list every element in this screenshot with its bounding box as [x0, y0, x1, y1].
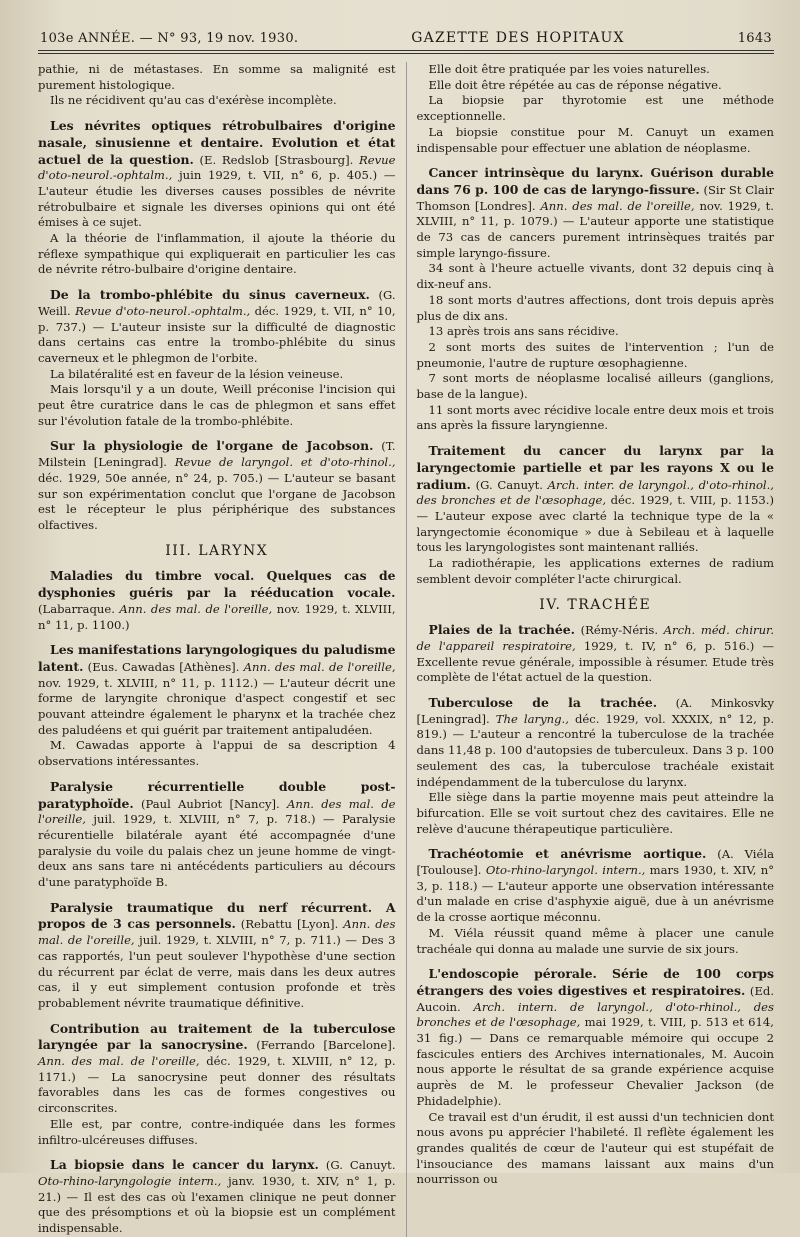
- entry-title: Les manifestations laryngologiques du paludisme latent.: [38, 642, 396, 674]
- entry-journal: Ann. des mal. de l'oreille,: [119, 601, 273, 616]
- abstract-entry: [417, 622, 775, 686]
- entry-journal: Ann. des mal. de l'oreille,: [38, 917, 396, 948]
- entry-ref: déc. 1929, vol. XXXIX, n° 12, p. 819.) — L'auteur a rencontré la tuberculose de la trachée dans 11,48 p. 100 d'autopsies de tuberculeux. Dans 3 p. 100 seulement des cas, la tuberculose trachéale existait indépendamment de la tuberculose du larynx.: [416, 711, 775, 789]
- entry-title: Tuberculose de la trachée.: [428, 695, 658, 711]
- abstract-entry: [38, 642, 396, 770]
- paragraph: pathie, ni de métastases. En somme sa malignité est purement histologique.: [38, 62, 396, 92]
- entry-journal: Ann. des mal. de l'oreille,: [243, 659, 396, 674]
- entry-ref: nov. 1929, t. XLVIII, n° 11, p. 1100.): [38, 601, 396, 632]
- abstract-entry: [417, 846, 775, 957]
- paragraph: M. Cawadas apporte à l'appui de sa description 4 observations intéressantes.: [38, 738, 396, 769]
- abstract-entry: [417, 966, 775, 1188]
- abstract-entry: [417, 695, 775, 837]
- paragraph: La bilatéralité est en faveur de la lésion veineuse.: [50, 366, 344, 381]
- entry-title: Sur la physiologie de l'organe de Jacobson.: [50, 438, 374, 454]
- entry-author: (Labarraque.: [38, 601, 115, 616]
- entry-author: (A. Minkosvky [Leningrad].: [416, 696, 775, 726]
- entry-ref: 1929, t. IV, n° 6, p. 516.) — Excellente revue générale, impossible à résumer. Etude très complète de l'état actuel de la question.: [416, 638, 774, 685]
- entry-title: L'endoscopie pérorale. Série de 100 corps étrangers des voies digestives et respiratoires.: [416, 966, 774, 998]
- entry-ref: déc. 1929, t. XLVIII, n° 12, p. 1171.) — La sanocrysine peut donner des résultats favorables dans les cas de formes congestives ou circonscrites.: [38, 1054, 396, 1116]
- abstract-entry: [38, 779, 396, 891]
- paragraph: Elle doit être pratiquée par les voies naturelles.: [428, 62, 710, 76]
- abstract-entry: [417, 165, 775, 434]
- entry-title: Cancer intrinsèque du larynx. Guérison durable dans 76 p. 100 de cas de laryngo-fissure.: [416, 165, 774, 197]
- paragraph: 34 sont à l'heure actuelle vivants, dont 32 depuis cinq à dix-neuf ans.: [416, 261, 774, 292]
- entry-author: (T. Milstein [Leningrad].: [38, 439, 396, 470]
- entry-ref: janv. 1930, t. XIV, n° 1, p. 21.) — Il est des cas où l'examen clinique ne peut donner que des présomptions et où la biopsie est un complément indispensable.: [38, 1174, 396, 1236]
- entry-title: De la trombo-phlébite du sinus caverneux.: [50, 287, 370, 303]
- header-rule: [38, 50, 774, 54]
- entry-author: (Rémy-Néris.: [580, 623, 659, 638]
- entry-journal: Oto-rhino-laryngol. intern.,: [485, 863, 646, 878]
- abstract-entry: [417, 443, 775, 587]
- abstract-entry: [38, 1021, 396, 1149]
- entry-journal: Arch. inter. de laryngol., d'oto-rhinol., des bronches et de l'œsophage,: [416, 477, 774, 508]
- entry-journal: Ann. des mal. de l'oreille,: [38, 796, 396, 827]
- abstract-entry: [38, 287, 396, 429]
- paragraph: Mais lorsqu'il y a un doute, Weill préconise l'incision qui peut être curatrice dans le cas de phlegmon et sans effet sur l'évolution fatale de la trombo-phlébite.: [38, 382, 396, 428]
- paragraph: Ce travail est d'un érudit, il est aussi d'un technicien dont nous avons pu apprécier l'habileté. Il reflète également les grandes qualités de cœur de l'auteur qui est stupéfait de l'insouciance des mamans laissant aux mains d'un nourrisson ou: [416, 1109, 774, 1187]
- paragraph: Elle est, par contre, contre-indiquée dans les formes infiltro-ulcéreuses diffuses.: [38, 1116, 396, 1147]
- right-column: [407, 62, 775, 1237]
- entry-journal: Arch. méd. chirur. de l'appareil respiratoire,: [416, 623, 775, 653]
- paragraph: Elle doit être répétée au cas de réponse négative.: [428, 77, 722, 92]
- entry-title: Paralysie traumatique du nerf récurrent. A propos de 3 cas personnels.: [38, 899, 396, 932]
- entry-ref: nov. 1929, t. XLVIII, n° 11, p. 1112.) — L'auteur décrit une forme de laryngite chronique d'aspect congestif et sec pouvant atteindre également le pharynx et la trachée chez des paludéens et qui guérit par traitement antipaludéen.: [38, 675, 396, 737]
- entry-ref: juil. 1929, t. XLVIII, n° 7, p. 718.) — Paralysie récurentielle bilatérale ayant été accompagnée d'une paralysie du voile du palais chez un jeune homme de vingt-deux ans sans tare ni antécédents particuliers au décours d'une paratyphoïde B.: [38, 812, 396, 890]
- paragraph: M. Viéla réussit quand même à placer une canule trachéale qui donna au malade une survie de six jours.: [416, 925, 774, 956]
- entry-author: (Ferrando [Barcelone].: [256, 1038, 396, 1053]
- entry-journal: The laryng.,: [495, 711, 569, 726]
- paragraph: A la théorie de l'inflammation, il ajoute la théorie du réflexe sympathique qui expliquerait en particulier les cas de névrite rétro-bulbaire d'origine dentaire.: [38, 231, 396, 277]
- entry-ref: déc. 1929, 50e année, n° 24, p. 705.) — L'auteur se basant sur son expérimentation conclut que l'organe de Jacobson est le récepteur le plus périphérique des substances olfactives.: [38, 470, 396, 532]
- entry-ref: déc. 1929, t. VII, n° 10, p. 737.) — L'auteur insiste sur la difficulté de diagnostic dans certains cas entre la trombo-phlébite du sinus caverneux et le phlegmon de l'orbite.: [38, 303, 396, 365]
- entry-title: Traitement du cancer du larynx par la laryngectomie partielle et par les rayons X ou le radium.: [416, 443, 774, 492]
- entry-author: (G. Canuyt.: [475, 477, 543, 492]
- columns: [38, 62, 774, 1237]
- section-heading-larynx: III. LARYNX: [165, 542, 269, 559]
- paragraph: 7 sont morts de néoplasme localisé ailleurs (ganglions, base de la langue).: [416, 371, 774, 402]
- journal-name: GAZETTE DES HOPITAUX: [411, 30, 625, 46]
- entry-author: (Rebattu [Lyon].: [240, 917, 339, 932]
- entry-title: Contribution au traitement de la tuberculose laryngée par la sanocrysine.: [38, 1020, 396, 1053]
- entry-author: (G. Weill.: [38, 288, 396, 318]
- running-header: [38, 30, 774, 50]
- paragraph: 11 sont morts avec récidive locale entre deux mois et trois ans après la fissure laryngienne.: [416, 402, 774, 433]
- abstract-entry: [38, 438, 396, 533]
- abstract-entry: [38, 900, 396, 1012]
- entry-journal: Revue d'oto-neurol.-ophtalm.,: [38, 152, 396, 183]
- entry-journal: Revue de laryngol. et d'oto-rhinol.,: [174, 455, 396, 470]
- entry-author: (E. Redslob [Strasbourg].: [199, 152, 354, 167]
- paragraph: La biopsie par thyrotomie est une méthode exceptionnelle.: [416, 93, 774, 124]
- issue-info: 103e ANNÉE. — N° 93, 19 nov. 1930.: [40, 31, 299, 46]
- paragraph: La biopsie constitue pour M. Canuyt un examen indispensable pour effectuer une ablation de néoplasme.: [416, 124, 774, 155]
- entry-journal: Oto-rhino-laryngologie intern.,: [38, 1174, 222, 1188]
- left-column: [38, 62, 407, 1237]
- abstract-entry: [38, 1157, 396, 1237]
- entry-journal: Arch. intern. de laryngol., d'oto-rhinol., des bronches et de l'œsophage,: [416, 999, 774, 1030]
- entry-journal: Ann. des mal. de l'oreille,: [38, 1054, 200, 1069]
- entry-title: Maladies du timbre vocal. Quelques cas de dysphonies guéris par la rééducation vocale.: [38, 568, 396, 601]
- abstract-entry: [38, 568, 396, 633]
- entry-author: (A. Viéla [Toulouse].: [416, 847, 774, 878]
- entry-title: Les névrites optiques rétrobulbaires d'origine nasale, sinusienne et dentaire. Evolution et état actuel de la question.: [38, 118, 396, 167]
- entry-title: Paralysie récurrentielle double post-paratyphoïde.: [38, 778, 396, 811]
- page-number: 1643: [737, 31, 772, 46]
- paragraph: La radiothérapie, les applications externes de radium semblent devoir compléter l'acte chirurgical.: [416, 556, 774, 586]
- entry-ref: déc. 1929, t. VIII, p. 1153.) — L'auteur expose avec clarté la technique type de la « laryngectomie économique » due à Sebileau et à laquelle tous les laryngologistes sont maintenant ralliés.: [416, 493, 774, 555]
- entry-author: (Sir St Clair Thomson [Londres].: [416, 182, 775, 213]
- entry-title: La biopsie dans le cancer du larynx.: [50, 1157, 319, 1173]
- entry-ref: juil. 1929, t. XLVIII, n° 7, p. 711.) — Des 3 cas rapportés, l'un peut soulever l'hypothèse d'une section du récurrent par éclat de verre, mais dans les deux autres cas, il y eut simplement contusion profonde et très probablement névrite traumatique définitive.: [38, 933, 396, 1010]
- paragraph: 18 sont morts d'autres affections, dont trois depuis après plus de dix ans.: [416, 292, 774, 323]
- entry-author: (Paul Aubriot [Nancy].: [140, 796, 280, 811]
- entry-author: (Eus. Cawadas [Athènes].: [87, 659, 240, 674]
- entry-ref: mai 1929, t. VIII, p. 513 et 614, 31 fig.) — Dans ce remarquable mémoire qui occupe 2 fascicules entiers des Archives internationales, M. Aucoin nous apporte le résultat de sa grande expérience acquise auprès de M. le professeur Chevalier Jackson (de Phidadelphie).: [416, 1015, 774, 1108]
- paragraph: Ils ne récidivent qu'au cas d'exérèse incomplète.: [50, 93, 337, 108]
- entry-author: (G. Canuyt.: [325, 1158, 396, 1173]
- entry-journal: Ann. des mal. de l'oreille,: [540, 198, 695, 213]
- entry-ref: nov. 1929, t. XLVIII, n° 11, p. 1079.) — L'auteur apporte une statistique de 73 cas de cancers purement intrinsèques traités par simple laryngo-fissure.: [416, 198, 774, 260]
- entry-title: Trachéotomie et anévrisme aortique.: [428, 846, 707, 862]
- abstract-entry: [38, 118, 396, 278]
- entry-author: (Ed. Aucoin.: [416, 983, 775, 1014]
- paragraph: 13 après trois ans sans récidive.: [428, 324, 619, 339]
- entry-ref: mars 1930, t. XIV, n° 3, p. 118.) — L'auteur apporte une observation intéressante d'un malade en crise d'asphyxie aiguë, due à un anévrisme de la crosse aortique méconnu.: [416, 863, 774, 925]
- paragraph: 2 sont morts des suites de l'intervention ; l'un de pneumonie, l'autre de rupture œsophagienne.: [416, 339, 774, 370]
- entry-journal: Revue d'oto-neurol.-ophtalm.,: [75, 303, 251, 318]
- entry-title: Plaies de la trachée.: [428, 622, 575, 638]
- paragraph: Elle siège dans la partie moyenne mais peut atteindre la bifurcation. Elle se voit surtout chez des cavitaires. Elle ne relève d'aucune thérapeutique particulière.: [416, 790, 774, 836]
- entry-ref: juin 1929, t. VII, n° 6, p. 405.) — L'auteur étudie les diverses causes possibles de névrite rétrobulbaire et signale les diverses opinions qui ont été émises à ce sujet.: [38, 168, 396, 230]
- section-heading-trachee: IV. TRACHÉE: [539, 596, 652, 613]
